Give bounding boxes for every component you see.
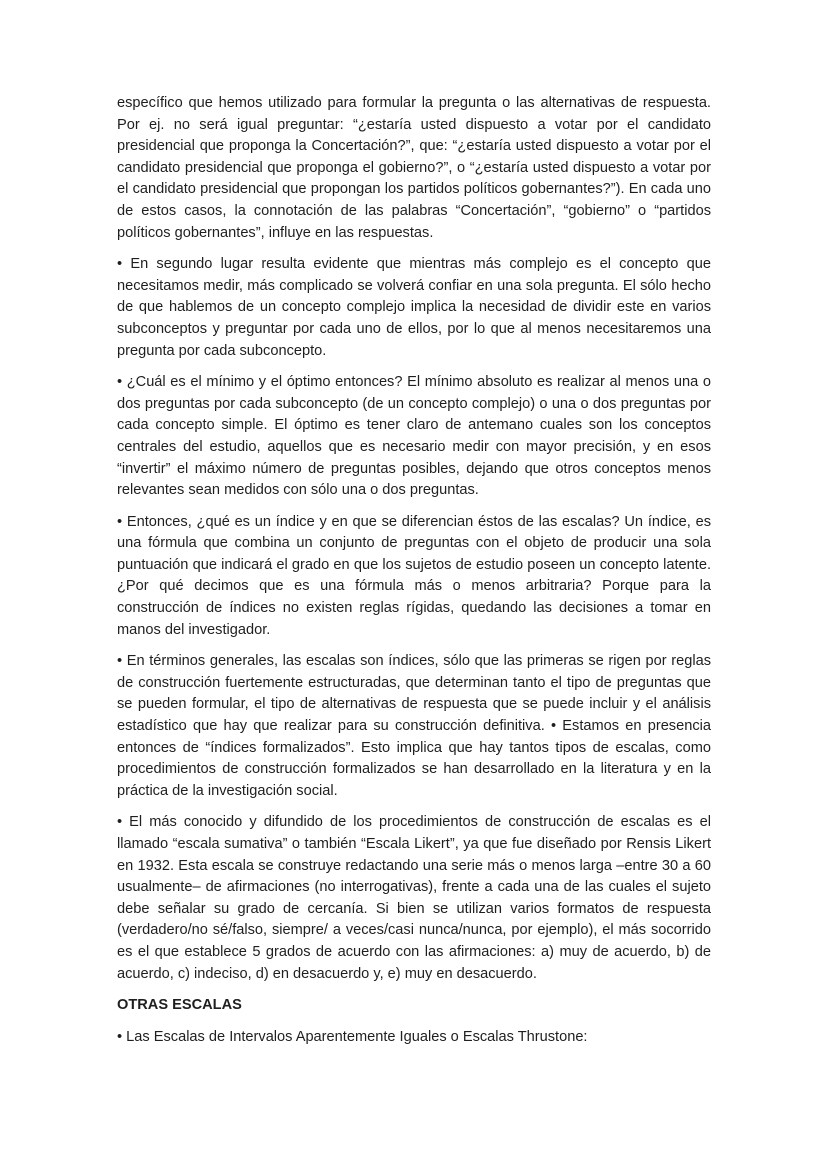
- section-heading: OTRAS ESCALAS: [117, 997, 242, 1014]
- paragraph-minimum-optimum: • ¿Cuál es el mínimo y el óptimo entonces? El mínimo absoluto es realizar al menos una o dos preguntas por cada subconcepto (de un concepto complejo) o una o dos preguntas por cada concepto simple. El óptimo es tener claro de antemano cuales son los conceptos centrales del estudio, aquellos que es necesario medir con mayor precisión, y en esos “invertir” el máximo número de preguntas posibles, dejando que otros conceptos menos relevantes sean medidos con sólo una o dos preguntas.: [117, 374, 711, 499]
- paragraph-index-definition: • Entonces, ¿qué es un índice y en que se diferencian éstos de las escalas? Un índice, es una fórmula que combina un conjunto de preguntas con el objeto de producir una sola puntuación que indicará el grado en que los sujetos de estudio poseen un concepto latente. ¿Por qué decimos que es una fórmula más o menos arbitraria? Porque para la construcción de índices no existen reglas rígidas, quedando las decisiones a tomar en manos del investigador.: [117, 513, 711, 638]
- paragraph-likert-scale: • El más conocido y difundido de los procedimientos de construcción de escalas es el llamado “escala sumativa” o también “Escala Likert”, ya que fue diseñado por Rensis Likert en 1932. Esta escala se construye redactando una serie más o menos larga –entre 30 a 60 usualmente– de afirmaciones (no interrogativas), frente a cada una de las cuales el sujeto debe señalar su grado de cercanía. Si bien se utilizan varios formatos de respuesta (verdadero/no sé/falso, siempre/ a veces/casi nunca/nunca, por ejemplo), el más socorrido es el que establece 5 grados de acuerdo con las afirmaciones: a) muy de acuerdo, b) de acuerdo, c) indeciso, d) en desacuerdo y, e) muy en desacuerdo.: [117, 814, 711, 982]
- paragraph-second-place: • En segundo lugar resulta evidente que mientras más complejo es el concepto que necesitamos medir, más complicado se volverá confiar en una sola pregunta. El sólo hecho de que hablemos de un concepto complejo implica la necesidad de dividir este en varios subconceptos y preguntar por cada uno de ellos, por lo que al menos necesitaremos una pregunta por cada subconcepto.: [117, 256, 711, 359]
- paragraph-scales-general: • En términos generales, las escalas son índices, sólo que las primeras se rigen por reglas de construcción fuertemente estructuradas, que determinan tanto el tipo de preguntas que se pueden formular, el tipo de alternativas de respuesta que se puede incluir y el análisis estadístico que hay que realizar para su construcción definitiva. • Estamos en presencia entonces de “índices formalizados”. Esto implica que hay tantos tipos de escalas, como procedimientos de construcción formalizados se han desarrollado en la literatura y en la práctica de la investigación social.: [117, 653, 711, 799]
- document-page: [117, 93, 711, 1058]
- paragraph-specific-wording: específico que hemos utilizado para formular la pregunta o las alternativas de respuesta. Por ej. no será igual preguntar: “¿estaría usted dispuesto a votar por el candidato presidencial que proponga la Concertación?”, que: “¿estaría usted dispuesto a votar por el candidato presidencial que proponga el gobierno?”, o “¿estaría usted dispuesto a votar por el candidato presidencial que propongan los partidos políticos gobernantes?”). En cada uno de estos casos, la connotación de las palabras “Concertación”, “gobierno” o “partidos políticos gobernantes”, influye en las respuestas.: [117, 95, 711, 241]
- paragraph-thurstone: • Las Escalas de Intervalos Aparentemente Iguales o Escalas Thrustone:: [117, 1028, 588, 1045]
